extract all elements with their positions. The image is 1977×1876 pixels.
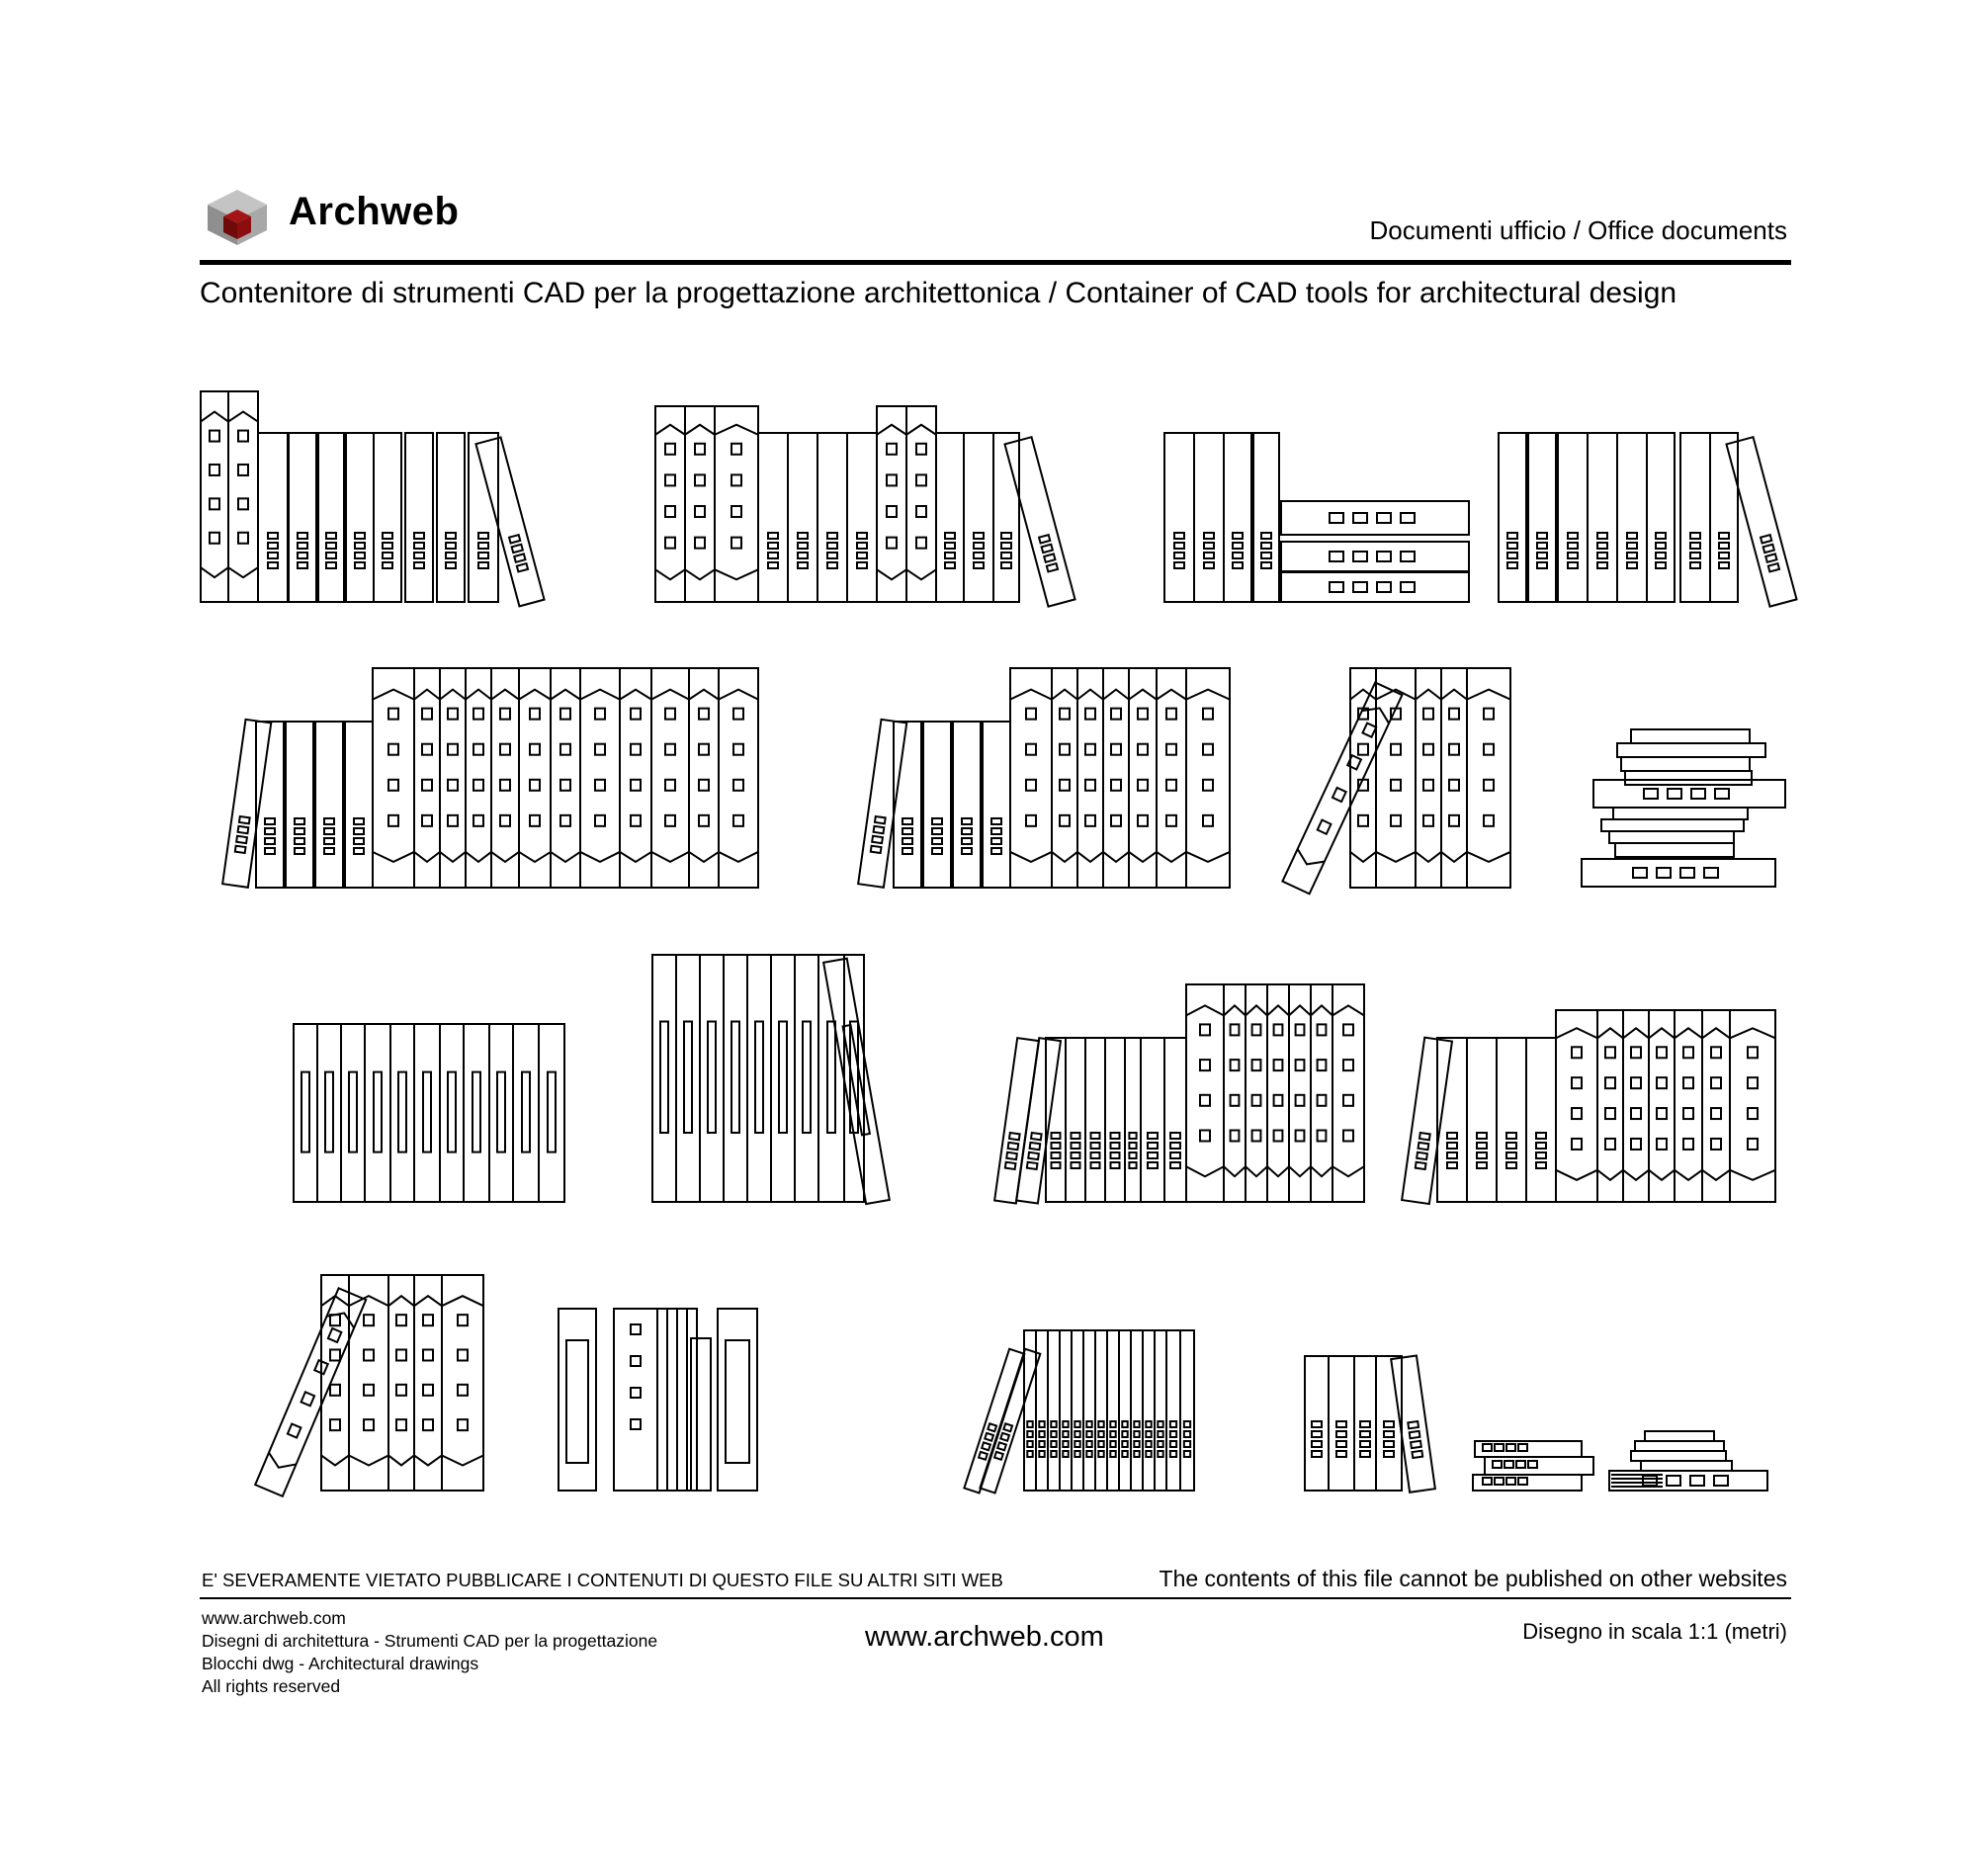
book-group-8 — [652, 955, 890, 1204]
book-group-2 — [655, 406, 1075, 607]
book-group-12 — [559, 1309, 757, 1491]
scale-note: Disegno in scala 1:1 (metri) — [1522, 1619, 1787, 1644]
warning-english: The contents of this file cannot be published on other websites — [1159, 1566, 1787, 1591]
book-group-1 — [201, 391, 545, 606]
footer-credit-line: www.archweb.com — [202, 1608, 346, 1628]
book-group-5 — [858, 668, 1510, 894]
book-group-15 — [1473, 1431, 1767, 1491]
footer-divider — [200, 1597, 1791, 1599]
footer-credit-line: Blocchi dwg - Architectural drawings — [202, 1654, 479, 1673]
footer-url[interactable]: www.archweb.com — [865, 1621, 1104, 1653]
book-group-7 — [294, 1024, 564, 1202]
book-group-13 — [964, 1330, 1194, 1492]
page-subtitle: Contenitore di strumenti CAD per la progettazione architettonica / Container of CAD tools for architectural design — [200, 277, 1677, 309]
book-group-11 — [255, 1275, 483, 1496]
footer-credit-line: Disegni di architettura - Strumenti CAD per la progettazione — [202, 1631, 658, 1651]
book-group-10 — [1402, 1010, 1775, 1204]
book-group-14 — [1305, 1356, 1435, 1492]
book-group-4 — [222, 668, 758, 888]
brand-name: Archweb — [289, 190, 460, 233]
book-group-6 — [1582, 729, 1785, 887]
book-group-3 — [1164, 433, 1797, 607]
footer-credits — [202, 1607, 657, 1698]
book-group-9 — [994, 984, 1364, 1204]
footer-credit-line: All rights reserved — [202, 1676, 341, 1696]
category-label: Documenti ufficio / Office documents — [1369, 215, 1787, 245]
warning-italian: E' SEVERAMENTE VIETATO PUBBLICARE I CONTENUTI DI QUESTO FILE SU ALTRI SITI WEB — [202, 1570, 1003, 1590]
